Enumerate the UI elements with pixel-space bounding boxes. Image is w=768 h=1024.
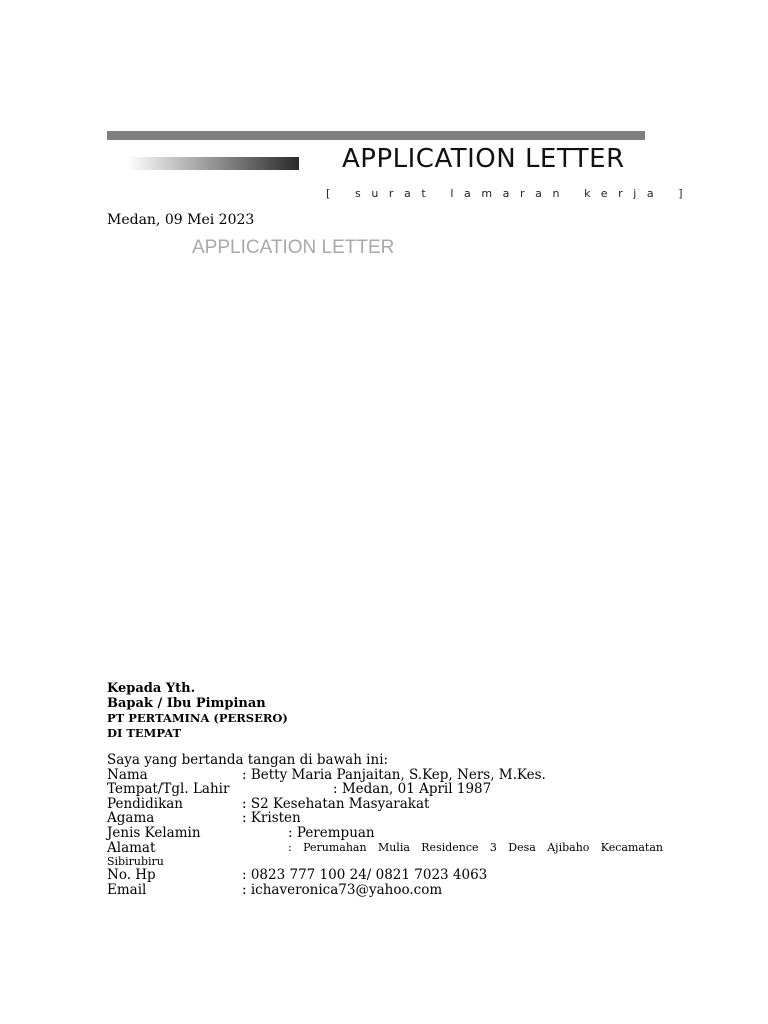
field-value: : Kristen <box>242 810 301 827</box>
document-title: APPLICATION LETTER <box>342 144 625 174</box>
field-value: : ichaveronica73@yahoo.com <box>242 881 443 898</box>
recipient-line-1: Kepada Yth. <box>107 681 196 696</box>
header-top-bar <box>107 131 645 140</box>
field-value: : Betty Maria Panjaitan, S.Kep, Ners, M.Kes. <box>242 766 546 783</box>
field-value: : Perempuan <box>288 824 375 841</box>
watermark-title: APPLICATION LETTER <box>192 237 395 258</box>
field-label: No. Hp <box>107 867 156 884</box>
field-value: : Perumahan Mulia Residence 3 Desa Ajibaho Kecamatan <box>288 840 663 854</box>
recipient-company: PT PERTAMINA (PERSERO) <box>107 711 288 725</box>
field-row-ttl <box>107 782 663 797</box>
field-label: Tempat/Tgl. Lahir <box>107 781 230 798</box>
field-value: : 0823 777 100 24/ 0821 7023 4063 <box>242 867 488 884</box>
recipient-line-2: Bapak / Ibu Pimpinan <box>107 695 266 711</box>
intro-text: Saya yang bertanda tangan di bawah ini: <box>107 752 389 768</box>
recipient-location: DI TEMPAT <box>107 725 182 740</box>
field-value: : Medan, 01 April 1987 <box>333 781 492 798</box>
field-row-hp <box>107 868 663 883</box>
header-gradient-bar <box>127 157 299 170</box>
field-label: Agama <box>107 810 155 827</box>
field-label: Alamat <box>107 839 156 856</box>
field-row-alamat <box>107 841 663 856</box>
applicant-details <box>107 753 663 897</box>
letter-date: Medan, 09 Mei 2023 <box>107 212 255 228</box>
field-label: Nama <box>107 766 148 783</box>
field-row-pendidikan <box>107 797 663 812</box>
field-label: Jenis Kelamin <box>107 824 201 841</box>
recipient-block <box>107 682 288 740</box>
field-row-jenis-kelamin <box>107 826 663 841</box>
field-label: Pendidikan <box>107 795 184 812</box>
field-row-email <box>107 883 663 898</box>
field-row-nama <box>107 768 663 783</box>
field-value-continuation: Sibirubiru <box>107 855 164 869</box>
document-subtitle: [ surat lamaran kerja ] <box>326 187 694 200</box>
field-row-agama <box>107 811 663 826</box>
field-label: Email <box>107 881 147 898</box>
field-value: : S2 Kesehatan Masyarakat <box>242 795 430 812</box>
